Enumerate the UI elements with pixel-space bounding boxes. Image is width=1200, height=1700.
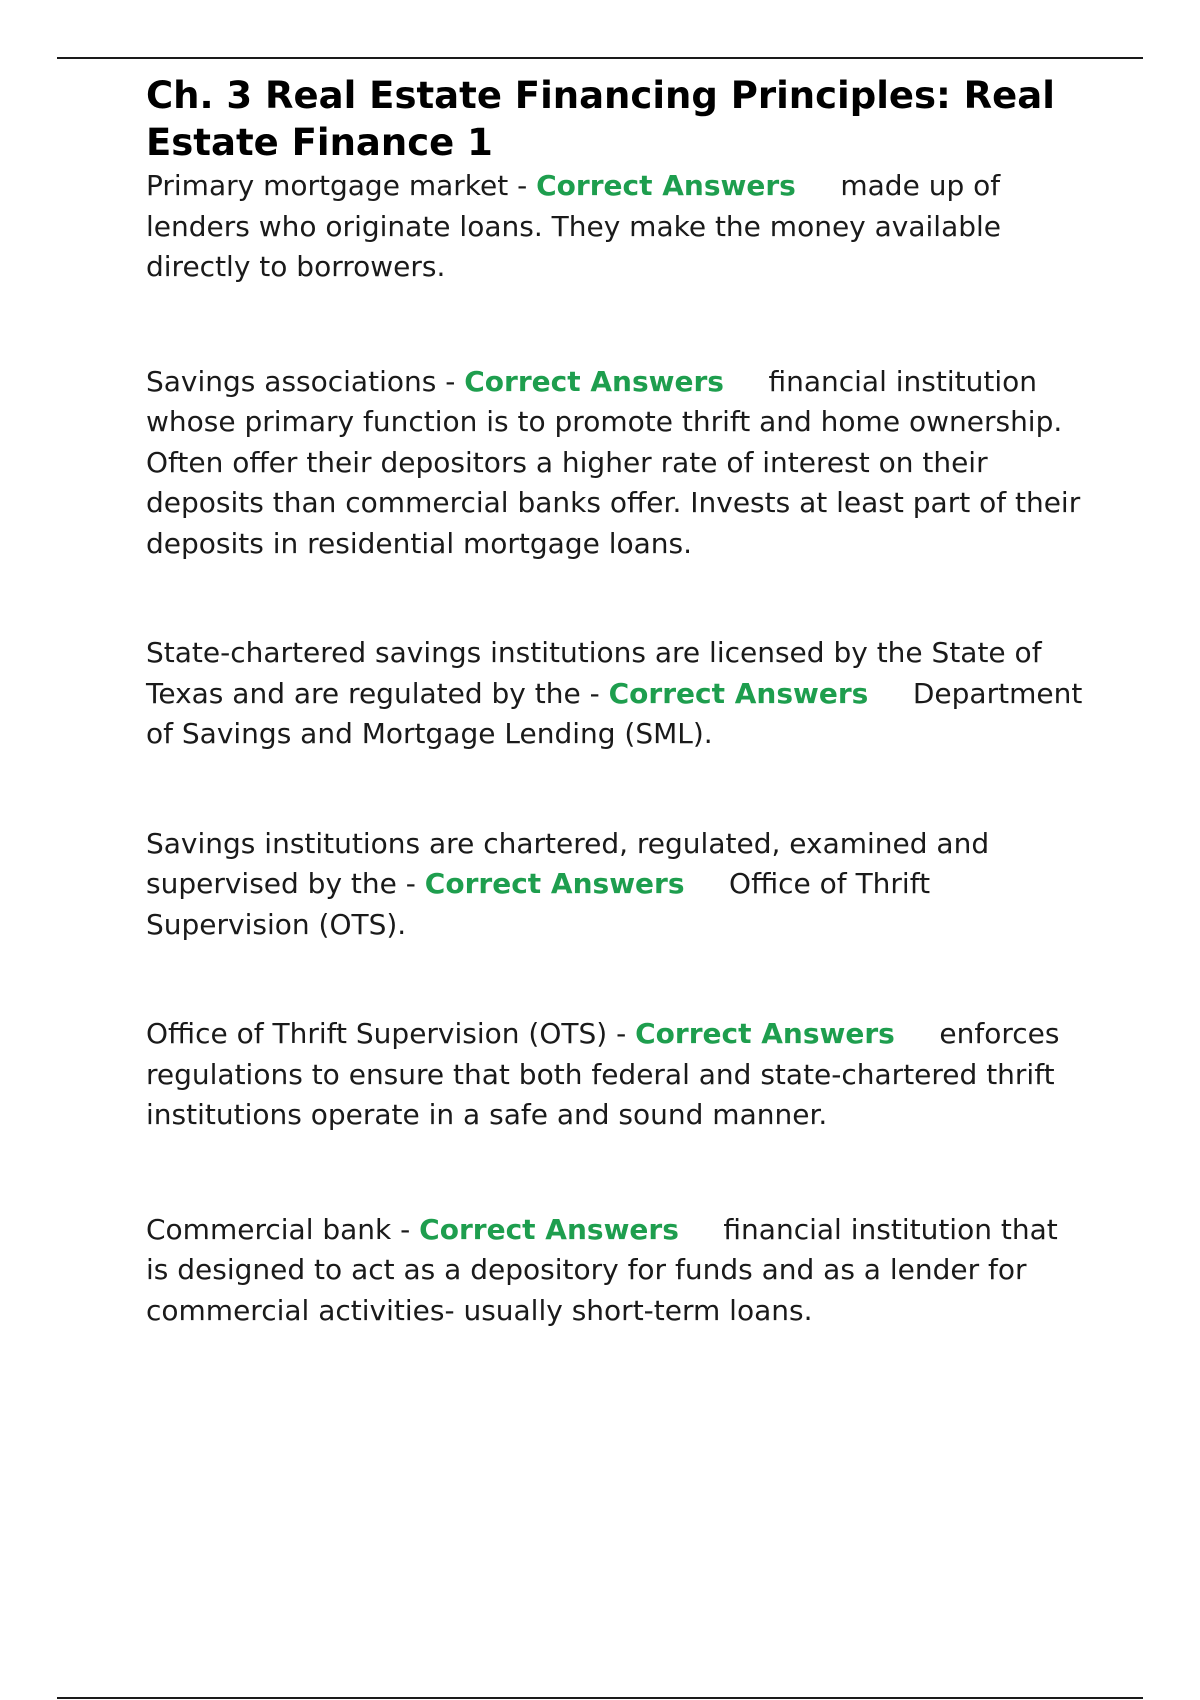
qa-entry xyxy=(146,633,1086,755)
qa-term: Savings associations - xyxy=(146,364,465,398)
qa-entry xyxy=(146,1014,1086,1136)
bottom-rule xyxy=(57,1697,1143,1699)
correct-answers-label: Correct Answers xyxy=(424,867,685,900)
qa-term: Commercial bank - xyxy=(146,1212,420,1246)
qa-answer: Office of Thrift Supervision (OTS). xyxy=(146,867,931,941)
qa-answer: financial institution whose primary function is to promote thrift and home ownership. Often offer their depositors a higher rate of interest on their deposits than commercial banks offer. Invests at least part of their deposits in residential mortgage loans. xyxy=(146,364,1081,560)
qa-term: Office of Thrift Supervision (OTS) - xyxy=(146,1017,636,1050)
qa-entry xyxy=(146,166,1086,288)
document-body xyxy=(146,72,1086,1331)
correct-answers-label: Correct Answers xyxy=(635,1017,895,1050)
qa-answer: made up of lenders who originate loans. They make the money available directly to borrowers. xyxy=(146,169,1002,283)
correct-answers-label: Correct Answers xyxy=(464,364,724,398)
qa-term: State-chartered savings institutions are licensed by the State of Texas and are regulated by the - xyxy=(146,636,1042,710)
document-title: Ch. 3 Real Estate Financing Principles: Real Estate Finance 1 xyxy=(146,74,1055,164)
correct-answers-label: Correct Answers xyxy=(536,169,796,202)
qa-answer: enforces regulations to ensure that both federal and state-chartered thrift institutions operate in a safe and sound manner. xyxy=(146,1017,1060,1131)
qa-answer: financial institution that is designed to act as a depository for funds and as a lender for commercial activities- usually short-term loans. xyxy=(146,1212,1058,1327)
correct-answers-label: Correct Answers xyxy=(608,676,869,710)
qa-entry xyxy=(146,824,1086,946)
qa-entry xyxy=(146,362,1086,565)
qa-term: Primary mortgage market - xyxy=(146,169,537,202)
qa-entry xyxy=(146,1210,1086,1332)
top-rule xyxy=(57,57,1143,59)
qa-term: Savings institutions are chartered, regulated, examined and supervised by the - xyxy=(146,826,990,900)
qa-answer: Department of Savings and Mortgage Lending (SML). xyxy=(146,676,1083,750)
correct-answers-label: Correct Answers xyxy=(419,1212,679,1246)
